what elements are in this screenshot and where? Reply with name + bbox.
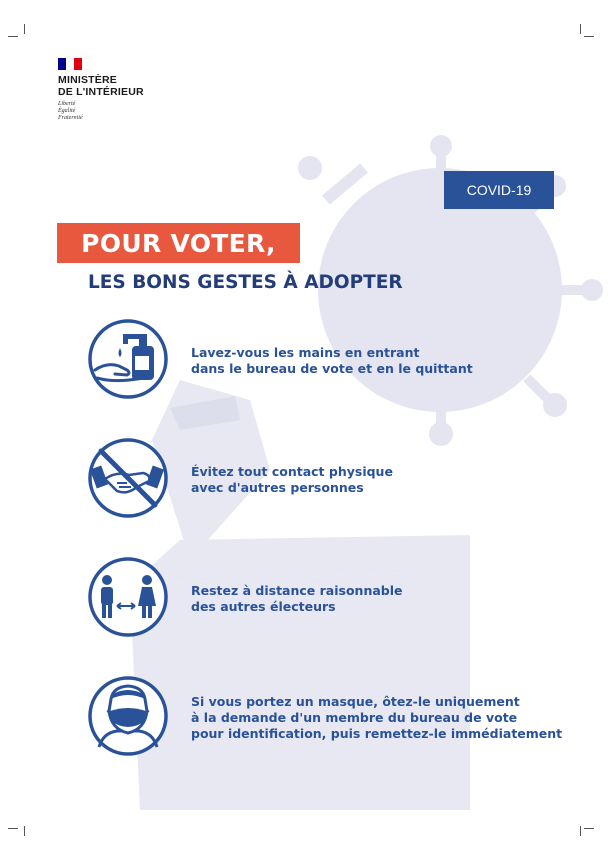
ministry-name-line2: DE L'INTÉRIEUR	[58, 86, 144, 98]
face-mask-icon	[87, 675, 169, 757]
motto-egalite: Égalité	[58, 108, 76, 114]
flag-blue-band	[58, 58, 66, 70]
covid-badge: COVID-19	[444, 171, 554, 209]
hand-sanitizer-icon	[87, 318, 169, 400]
page-subtitle: LES BONS GESTES À ADOPTER	[88, 272, 403, 293]
gesture-distance-line2: des autres électeurs	[191, 599, 336, 614]
french-flag-icon	[58, 58, 82, 70]
ministry-name-line1: MINISTÈRE	[58, 74, 117, 86]
gesture-wash-hands-text	[191, 345, 473, 377]
ministry-logo	[58, 58, 144, 122]
gesture-mask-line3: pour identification, puis remettez-le immédiatement	[191, 726, 563, 741]
gesture-distance-text	[191, 583, 403, 615]
motto-liberte: Liberté	[58, 101, 76, 107]
social-distance-icon	[87, 556, 169, 638]
gesture-wash-hands-line1: Lavez-vous les mains en entrant	[191, 345, 420, 360]
flag-white-band	[66, 58, 74, 70]
gesture-mask-line1: Si vous portez un masque, ôtez-le uniquement	[191, 694, 520, 709]
gesture-distance-line1: Restez à distance raisonnable	[191, 583, 403, 598]
page-title: POUR VOTER,	[57, 223, 300, 263]
motto-fraternite: Fraternité	[58, 115, 83, 121]
flag-red-band	[74, 58, 82, 70]
gesture-no-contact-line1: Évitez tout contact physique	[191, 464, 393, 479]
gesture-no-contact-line2: avec d'autres personnes	[191, 480, 364, 495]
no-handshake-icon	[87, 437, 169, 519]
gesture-no-contact-text	[191, 464, 393, 496]
gesture-mask-line2: à la demande d'un membre du bureau de vote	[191, 710, 518, 725]
gesture-mask-text	[191, 694, 562, 742]
gesture-wash-hands-line2: dans le bureau de vote et en le quittant	[191, 361, 473, 376]
